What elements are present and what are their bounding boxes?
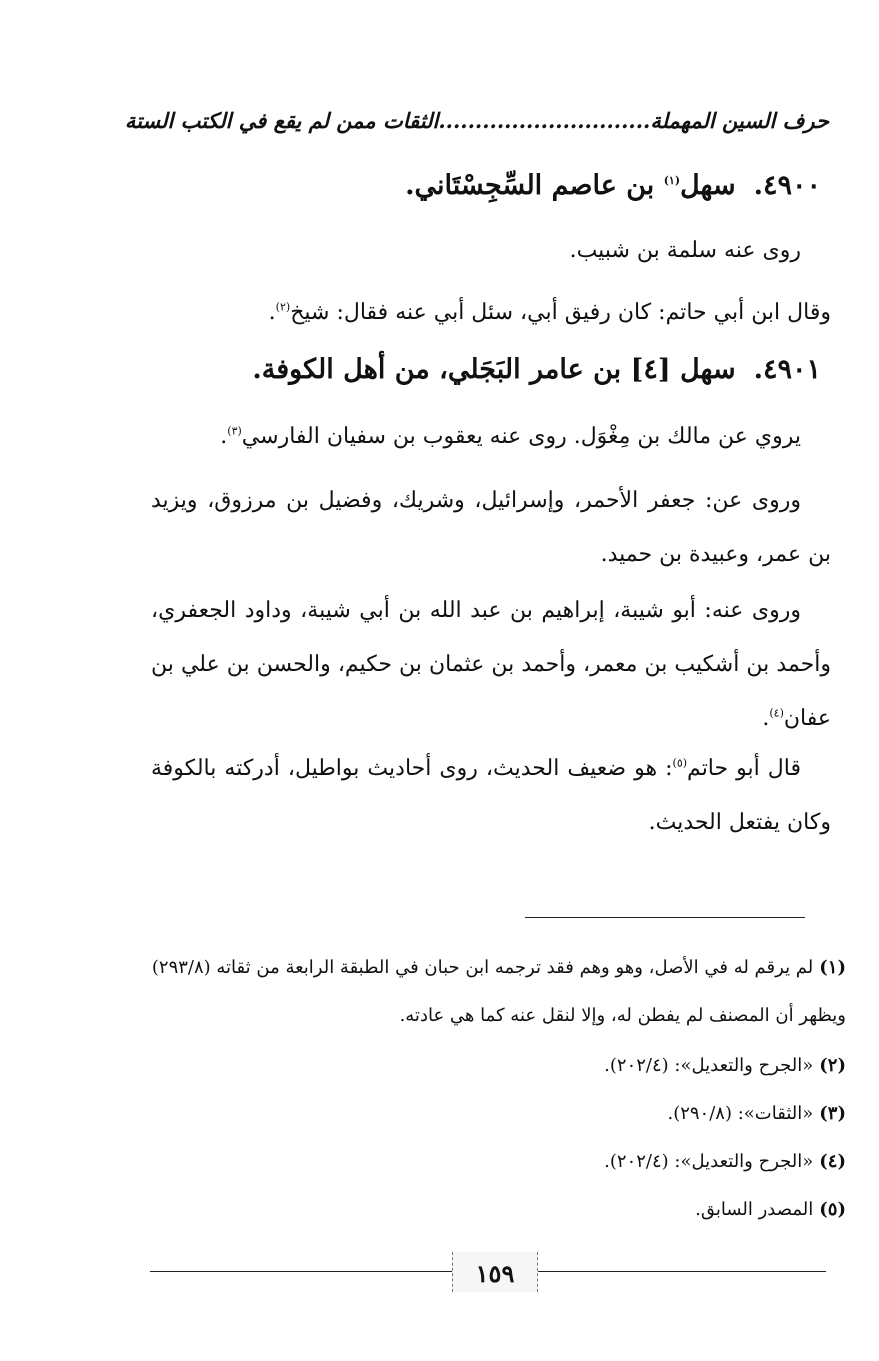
footnote-text: «الجرح والتعديل»: (٢٠٢/٤). (604, 1055, 814, 1076)
footnote-ref: (٢) (275, 300, 291, 314)
entry-number: ٤٩٠١. (753, 354, 821, 385)
footnote-text: «الجرح والتعديل»: (٢٠٢/٤). (604, 1151, 814, 1172)
footnote-5 (126, 1186, 846, 1234)
footnote-1 (126, 944, 846, 1040)
footnote-ref: (٤) (769, 706, 784, 720)
footnote-text: «الثقات»: (٢٩٠/٨). (667, 1103, 814, 1124)
paragraph-text: يروي عن مالك بن مِغْوَل. روى عنه يعقوب بن سفيان الفارسي (241, 424, 801, 449)
entry-4901-students (151, 584, 831, 746)
footnote-number: (٥) (819, 1199, 846, 1220)
footnote-number: (٣) (819, 1103, 846, 1124)
paragraph-end: . (268, 300, 276, 325)
entry-4901-teachers: وروى عن: جعفر الأحمر، وإسرائيل، وشريك، وفضيل بن مرزوق، ويزيد بن عمر، وعبيدة بن حميد. (151, 488, 831, 567)
page-number: ١٥٩ (452, 1252, 538, 1292)
footnote-ref: (٥) (672, 756, 688, 770)
entry-4900-heading (405, 170, 821, 201)
running-header: حرف السين المهملة.............................الثقات ممن لم يقع في الكتب الستة (124, 108, 829, 133)
paragraph-text: قال أبو حاتم (687, 756, 802, 781)
entry-name: سهل (680, 170, 736, 201)
entry-4900-narrators: روى عنه سلمة بن شبيب. (569, 238, 801, 263)
footnote-number: (٢) (819, 1055, 846, 1076)
entry-4900-evaluation (131, 286, 831, 340)
footnote-2 (126, 1042, 846, 1090)
footer-line-left (150, 1271, 452, 1272)
entry-name-rest: بن عاصم السِّجِسْتَاني. (405, 170, 664, 201)
paragraph-text: وقال ابن أبي حاتم: كان رفيق أبي، سئل أبي عنه فقال: شيخ (290, 300, 831, 325)
footnote-ref: (١) (663, 174, 681, 187)
paragraph-text: : هو ضعيف الحديث، روى أحاديث بواطيل، أدركته بالكوفة وكان يفتعل الحديث. (151, 756, 831, 835)
entry-4901-abu-hatim (151, 742, 831, 850)
entry-4901-heading (252, 354, 821, 385)
footnote-number: (٤) (819, 1151, 846, 1172)
footnote-3 (126, 1090, 846, 1138)
entry-number: ٤٩٠٠. (753, 170, 821, 201)
footnote-4 (126, 1138, 846, 1186)
footnote-separator (525, 917, 805, 918)
footnote-text: لم يرقم له في الأصل، وهو وهم فقد ترجمه ابن حبان في الطبقة الرابعة من ثقاته (٢٩٣/٨) ويظهر أن المصنف لم يفطن له، وإلا لنقل عنه كما هي عادته. (151, 957, 846, 1026)
paragraph-end: . (220, 424, 228, 449)
paragraph-text: وروى عنه: أبو شيبة، إبراهيم بن عبد الله بن أبي شيبة، وداود الجعفري، وأحمد بن أشكيب بن معمر، وأحمد بن عثمان بن حكيم، والحسن بن علي بن عفان (151, 598, 831, 731)
footnote-ref: (٣) (227, 424, 242, 438)
footnote-text: المصدر السابق. (695, 1199, 814, 1220)
footnote-number: (١) (819, 957, 846, 978)
entry-4901-narrates-from (101, 410, 801, 464)
footer-line-right (536, 1271, 826, 1272)
entry-name: سهل [٤] بن عامر البَجَلي، من أهل الكوفة. (252, 354, 736, 385)
paragraph-end: . (762, 706, 770, 731)
